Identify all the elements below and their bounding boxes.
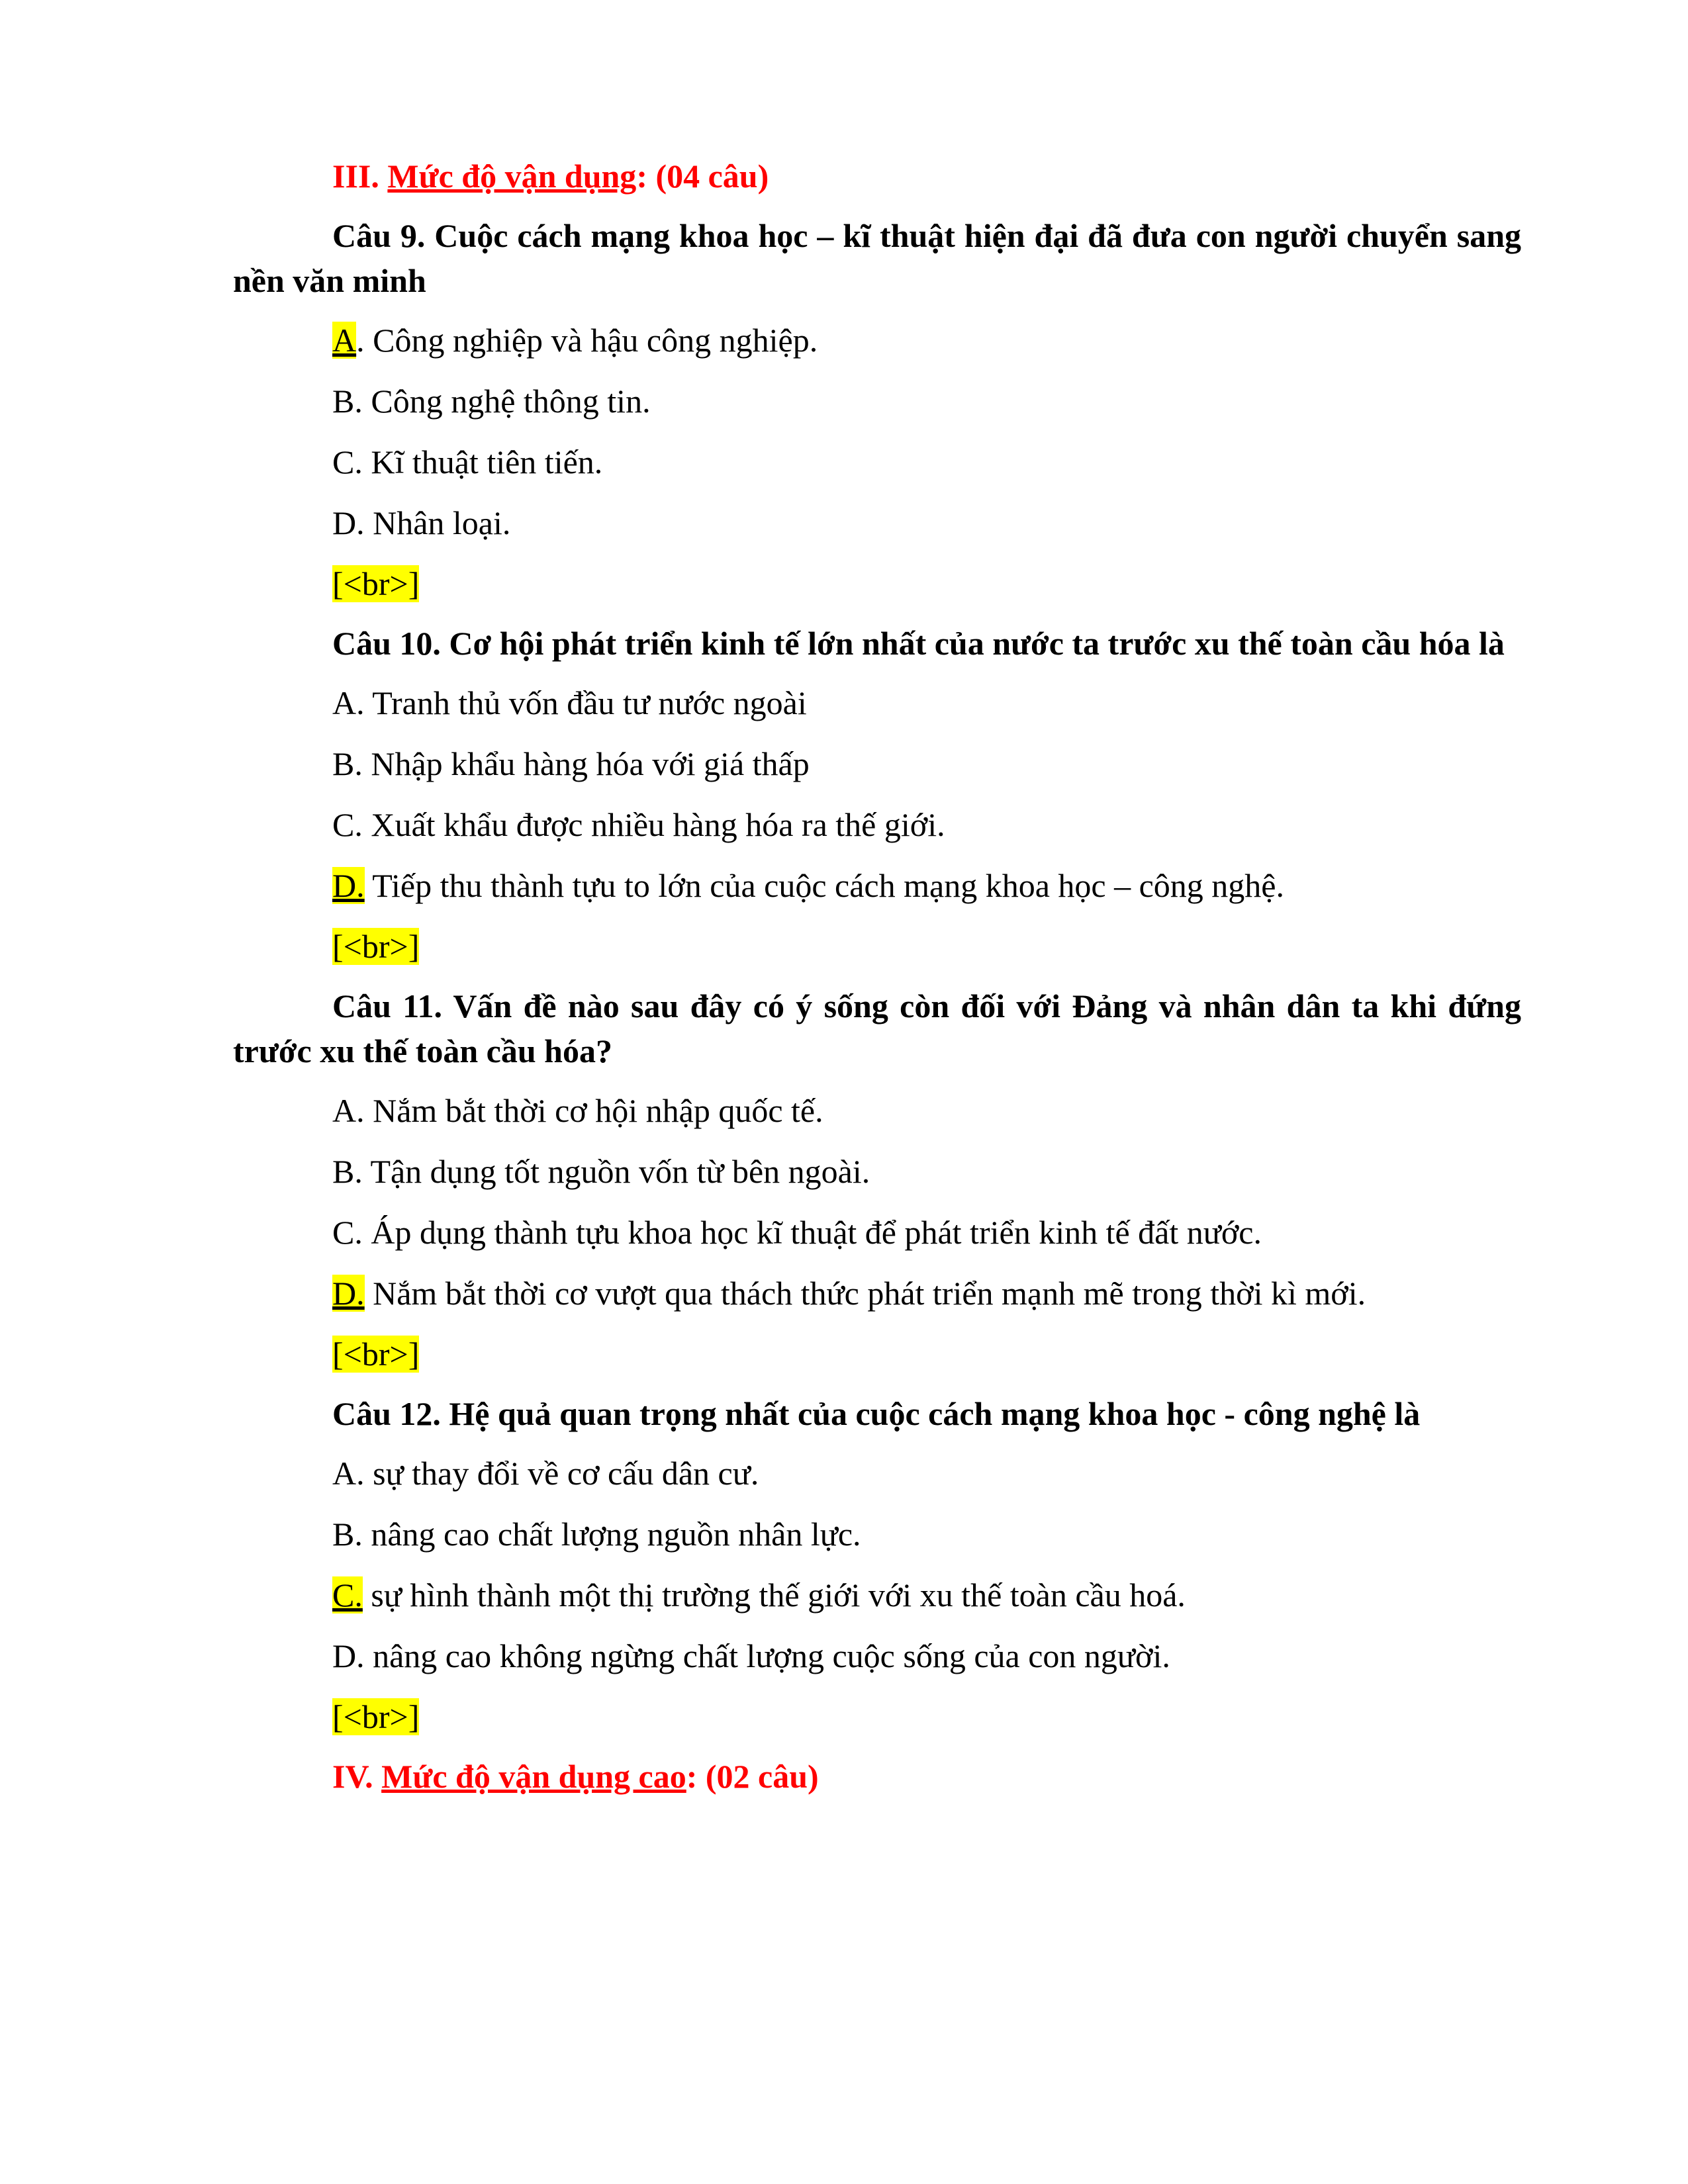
break-tag-text: [<br>] [332, 565, 420, 602]
section-heading-4 [233, 1754, 1521, 1799]
break-tag-text: [<br>] [332, 1336, 420, 1373]
section-number: III. [332, 158, 388, 195]
section-title: Mức độ vận dụng [387, 158, 637, 195]
q12-option-c [233, 1572, 1521, 1617]
q9-option-d: D. Nhân loại. [332, 504, 511, 541]
q10-option-c: C. Xuất khẩu được nhiều hàng hóa ra thế giới. [332, 806, 945, 843]
section-count: : (04 câu) [636, 158, 769, 195]
option-text: Nắm bắt thời cơ vượt qua thách thức phát triển mạnh mẽ trong thời kì mới. [364, 1275, 1366, 1312]
correct-answer-marker: A [332, 322, 357, 359]
break-tag [233, 561, 1521, 606]
option-text: . Công nghiệp và hậu công nghiệp. [356, 322, 818, 359]
option-text: sự hình thành một thị trường thế giới với xu thế toàn cầu hoá. [362, 1576, 1186, 1614]
option-text: Tiếp thu thành tựu to lớn của cuộc cách mạng khoa học – công nghệ. [364, 867, 1284, 904]
break-tag [233, 1332, 1521, 1377]
question-11: Câu 11. Vấn đề nào sau đây có ý sống còn đối với Đảng và nhân dân ta khi đứng trước xu thế toàn cầu hóa? [233, 987, 1521, 1069]
break-tag-text: [<br>] [332, 1698, 420, 1735]
break-tag [233, 924, 1521, 969]
section-count: : (02 câu) [686, 1758, 819, 1795]
q10-option-b: B. Nhập khẩu hàng hóa với giá thấp [332, 745, 810, 782]
q9-option-b: B. Công nghệ thông tin. [332, 383, 651, 420]
q12-option-b: B. nâng cao chất lượng nguồn nhân lực. [332, 1516, 861, 1553]
question-9: Câu 9. Cuộc cách mạng khoa học – kĩ thuật hiện đại đã đưa con người chuyển sang nền văn minh [233, 217, 1521, 299]
q11-option-d [233, 1271, 1521, 1316]
q11-option-b: B. Tận dụng tốt nguồn vốn từ bên ngoài. [332, 1153, 870, 1190]
q9-option-c: C. Kĩ thuật tiên tiến. [332, 443, 603, 480]
correct-answer-marker: D. [332, 1275, 365, 1312]
correct-answer-marker: D. [332, 867, 365, 904]
question-10: Câu 10. Cơ hội phát triển kinh tế lớn nhất của nước ta trước xu thế toàn cầu hóa là [332, 625, 1505, 662]
section-title: Mức độ vận dụng cao [381, 1758, 686, 1795]
q11-option-a: A. Nắm bắt thời cơ hội nhập quốc tế. [332, 1092, 823, 1129]
q10-option-d [233, 863, 1521, 908]
q11-option-c: C. Áp dụng thành tựu khoa học kĩ thuật để phát triển kinh tế đất nước. [332, 1214, 1262, 1251]
question-12: Câu 12. Hệ quả quan trọng nhất của cuộc cách mạng khoa học - công nghệ là [332, 1395, 1421, 1432]
q12-option-a: A. sự thay đổi về cơ cấu dân cư. [332, 1455, 759, 1492]
break-tag-text: [<br>] [332, 928, 420, 965]
break-tag [233, 1694, 1521, 1739]
q12-option-d: D. nâng cao không ngừng chất lượng cuộc sống của con người. [332, 1637, 1170, 1674]
document-page [233, 154, 1521, 1813]
q10-option-a: A. Tranh thủ vốn đầu tư nước ngoài [332, 684, 807, 721]
section-number: IV. [332, 1758, 382, 1795]
correct-answer-marker: C. [332, 1576, 363, 1614]
q9-option-a [233, 318, 1521, 363]
section-heading-3 [233, 154, 1521, 199]
